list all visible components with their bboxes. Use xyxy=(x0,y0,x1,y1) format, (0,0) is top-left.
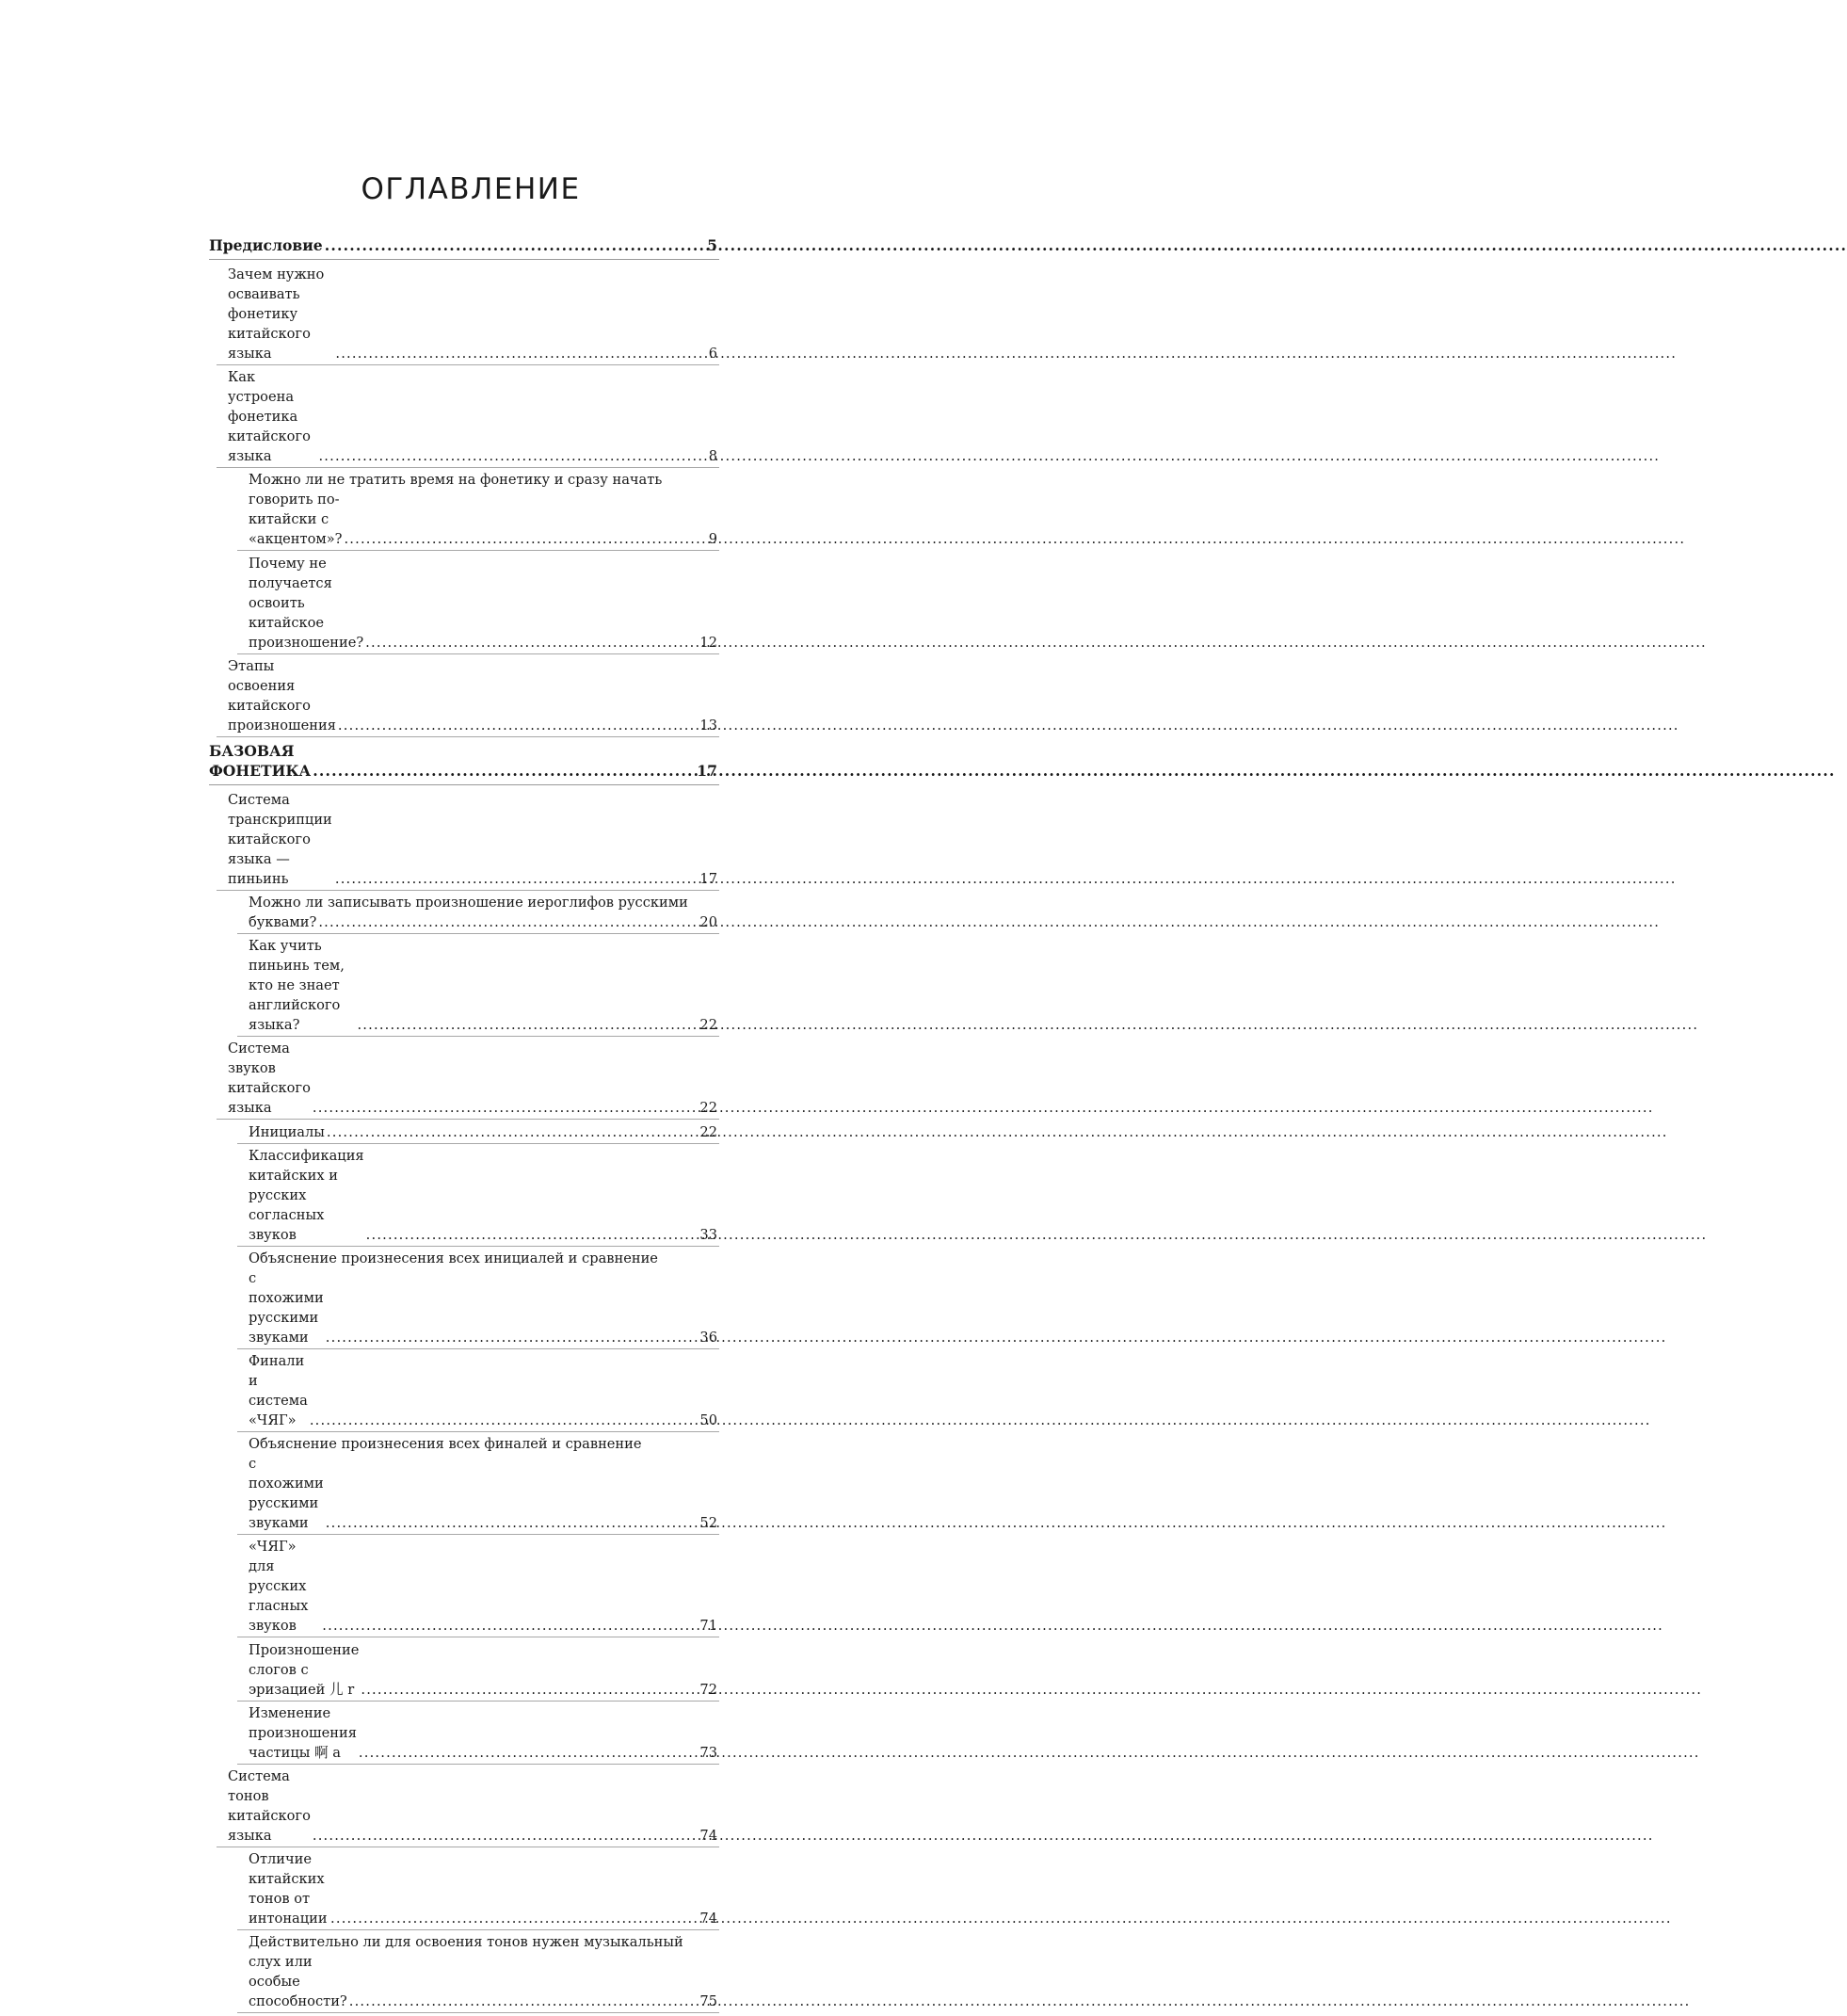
toc-page-number: 17 xyxy=(697,761,717,780)
toc-page-number: 6 xyxy=(708,346,717,362)
toc-entry-text: Почему не получается освоить китайское произношение? xyxy=(249,555,364,651)
toc-page-number: 73 xyxy=(699,1744,717,1761)
toc-entry[interactable] xyxy=(209,936,719,1035)
toc-leader-dots xyxy=(326,1513,699,1533)
toc-leader-dots xyxy=(366,1225,699,1245)
toc-leader-dots xyxy=(318,446,706,466)
toc-entry-text: с похожими русскими звуками xyxy=(249,1456,324,1532)
toc-leader-dots xyxy=(313,1826,699,1846)
toc-page-number: 9 xyxy=(708,531,717,548)
toc-page-number: 36 xyxy=(699,1329,717,1346)
toc-entry-text: Система тонов китайского языка xyxy=(228,1768,311,1844)
toc-entry[interactable] xyxy=(209,1039,719,1118)
toc-page-number: 50 xyxy=(699,1412,717,1429)
toc-leader-dots xyxy=(359,1743,699,1763)
toc-entry-text: Отличие китайских тонов от интонации xyxy=(249,1851,328,1927)
toc-entry-text: Произношение слогов с эризацией 儿 r xyxy=(249,1641,360,1698)
toc-entry[interactable] xyxy=(209,1434,719,1533)
toc-entry-text: Изменение произношения частицы 啊 a xyxy=(249,1704,357,1761)
toc-entry-text: буквами? xyxy=(249,913,317,930)
toc-entry[interactable] xyxy=(209,893,719,932)
toc-entry-text: Как учить пиньинь тем, кто не знает английского языка? xyxy=(249,938,345,1034)
toc-leader-dots xyxy=(322,1616,698,1636)
toc-leader-dots xyxy=(361,1680,698,1700)
toc-entry[interactable] xyxy=(209,554,719,653)
toc-entry[interactable] xyxy=(209,265,719,363)
toc-page-number: 52 xyxy=(699,1515,717,1532)
toc-entry-text: Система транскрипции китайского языка — пиньинь xyxy=(228,791,332,887)
toc-entry-text: Система звуков китайского языка xyxy=(228,1040,311,1117)
toc-entry-text: Инициалы xyxy=(249,1123,325,1140)
toc-leader-dots xyxy=(349,1992,699,2011)
toc-leader-dots xyxy=(313,761,695,781)
toc-page-number: 33 xyxy=(699,1226,717,1243)
toc-leader-dots xyxy=(357,1015,698,1035)
toc-page-number: 74 xyxy=(699,1828,717,1844)
toc-leader-dots xyxy=(327,1122,699,1142)
toc-page-number: 5 xyxy=(707,236,717,254)
page-title: ОГЛАВЛЕНИЕ xyxy=(361,172,581,206)
toc-leader-dots xyxy=(335,344,706,363)
toc-entry-text: говорить по-китайски с «акцентом»? xyxy=(249,492,343,548)
table-of-contents xyxy=(209,230,719,2016)
toc-entry[interactable] xyxy=(209,1351,719,1430)
toc-page-number: 20 xyxy=(699,913,717,930)
toc-entry[interactable] xyxy=(209,656,719,735)
toc-entry[interactable] xyxy=(209,1766,719,1846)
toc-entry[interactable] xyxy=(209,470,719,549)
toc-entry-text: Этапы освоения китайского произношения xyxy=(228,657,336,734)
toc-entry-text: Предисловие xyxy=(209,236,323,254)
toc-page-number: 71 xyxy=(699,1618,717,1635)
toc-leader-dots xyxy=(326,1328,699,1347)
toc-leader-dots xyxy=(318,912,698,932)
toc-entry-text: БАЗОВАЯ ФОНЕТИКА xyxy=(209,741,312,780)
toc-page-number: 72 xyxy=(699,1681,717,1698)
toc-entry[interactable] xyxy=(209,1703,719,1763)
toc-entry[interactable] xyxy=(209,1932,719,2011)
toc-entry[interactable] xyxy=(209,1537,719,1636)
toc-leader-dots xyxy=(335,869,699,889)
toc-leader-dots xyxy=(325,235,705,255)
toc-entry[interactable] xyxy=(209,367,719,466)
toc-page-number: 12 xyxy=(699,634,717,651)
toc-leader-dots xyxy=(338,716,699,735)
toc-entry[interactable] xyxy=(209,1640,719,1700)
toc-page-number: 17 xyxy=(699,870,717,887)
toc-entry-text: Финали и система «ЧЯГ» xyxy=(249,1353,308,1429)
toc-leader-dots xyxy=(310,1411,699,1430)
toc-page-number: 22 xyxy=(699,1123,717,1140)
toc-entry[interactable] xyxy=(209,1122,719,1142)
toc-entry-text: с похожими русскими звуками xyxy=(249,1269,324,1346)
toc-page-number: 22 xyxy=(699,1100,717,1117)
toc-entry-text: Классификация китайских и русских согласных звуков xyxy=(249,1147,364,1243)
toc-leader-dots xyxy=(313,1098,699,1118)
toc-entry-text: Зачем нужно осваивать фонетику китайского языка xyxy=(228,266,325,362)
toc-leader-dots xyxy=(344,529,706,549)
toc-entry-text-line1: Объяснение произнесения всех инициалей и сравнение xyxy=(249,1250,658,1266)
toc-entry-text-line1: Объяснение произнесения всех финалей и сравнение xyxy=(249,1436,642,1453)
toc-entry[interactable] xyxy=(209,1146,719,1245)
toc-section-heading[interactable] xyxy=(209,741,719,785)
toc-page-number: 74 xyxy=(699,1911,717,1927)
toc-leader-dots xyxy=(330,1909,698,1928)
toc-page-number: 22 xyxy=(699,1017,717,1034)
toc-entry-text-line1: Можно ли записывать произношение иероглифов русскими xyxy=(249,894,688,911)
toc-entry-text: Как устроена фонетика китайского языка xyxy=(228,369,311,465)
toc-entry-text: слух или особые способности? xyxy=(249,1954,347,2010)
toc-section-heading[interactable] xyxy=(209,235,719,260)
toc-page-number: 8 xyxy=(708,448,717,465)
toc-entry[interactable] xyxy=(209,790,719,889)
toc-entry-text: «ЧЯГ» для русских гласных звуков xyxy=(249,1539,309,1635)
toc-entry-text-line1: Действительно ли для освоения тонов нужен музыкальный xyxy=(249,1934,683,1951)
toc-entry-text-line1: Можно ли не тратить время на фонетику и сразу начать xyxy=(249,472,663,489)
toc-page-number: 13 xyxy=(699,717,717,734)
toc-leader-dots xyxy=(365,633,698,653)
toc-entry[interactable] xyxy=(209,1249,719,1347)
toc-entry[interactable] xyxy=(209,1849,719,1928)
toc-page-number: 75 xyxy=(699,1993,717,2010)
